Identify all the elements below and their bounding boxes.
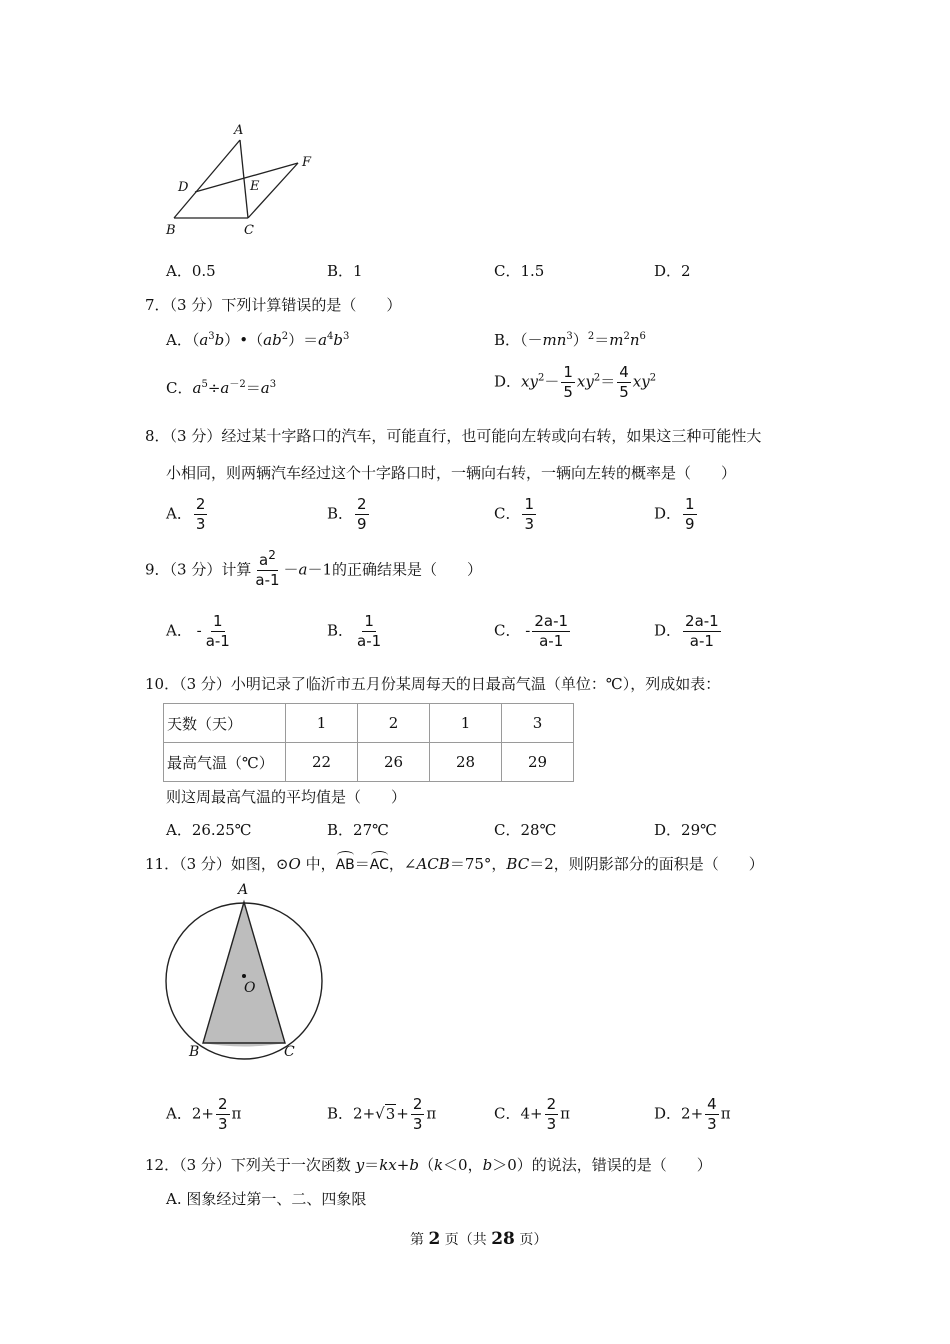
table-cell: 29 [502,743,574,782]
q7-option-b[interactable]: B．$(-mn^3)^2=m^2n^6$ [494,331,646,349]
q7-number: 7． [145,296,170,314]
table-cell: 2 [358,704,430,743]
q9-option-b-label: B． [327,621,354,640]
q10-temperature-table [163,703,574,782]
q10-follow-up: 则这周最高气温的平均值是（ ） [166,788,407,806]
footer-post: 页） [519,1232,548,1248]
q8-option-b-num: 2 [357,495,367,513]
table-header-temperature: 最高气温（℃） [164,743,286,782]
q9-option-c-num: 2a-1 [534,612,569,630]
q11-circle-figure [160,878,330,1063]
q6-label-c: C [244,223,254,238]
q11-option-c-pi: π [560,1104,571,1123]
q10-option-b[interactable]: B．27℃ [327,821,389,839]
table-header-days: 天数（天） [164,704,286,743]
q10-option-d[interactable]: D．29℃ [654,821,717,839]
q9-option-c-sign: - [525,621,531,640]
q8-option-b-den: 9 [357,515,367,533]
q11-option-b-pre: 2+ [353,1104,376,1123]
q11-number: 11． [145,855,180,873]
q11-option-a-label: A． [166,1104,192,1123]
q11-option-c-pre: 4+ [520,1104,543,1123]
q7-option-d[interactable]: D．$xy^2-$ $\frac{1}{5}$ $xy^2=$ $\frac{4}{5}$ $xy^2$ [494,363,657,401]
q11-option-a[interactable] [166,1097,241,1132]
q8-option-a-frac [194,497,208,532]
q11-label-c: C [284,1044,295,1060]
q9-score: （3 分） [169,560,222,579]
q9-stem: 9．（3 分）计算 $\frac{a^2}{a-1}$ －a－1的正确结果是（ ） [145,548,483,589]
q10-option-c[interactable]: C．28℃ [494,821,557,839]
q11-option-b[interactable]: B．2+√3+ $\frac{2}{3}$ π [327,1095,437,1133]
q11-center-point [242,974,246,978]
footer-pre: 第 [410,1232,424,1248]
q11-option-b-pi: π [426,1104,437,1123]
q11-option-d[interactable] [654,1097,731,1132]
q11-option-d-frac [705,1097,719,1132]
q11-option-c-frac [545,1097,559,1132]
table-cell: 3 [502,704,574,743]
q8-option-c-frac [522,497,536,532]
q8-option-d-label: D． [654,504,682,523]
q12-option-a[interactable]: A. 图象经过第一、二、四象限 [166,1190,367,1208]
q11-option-d-pi: π [720,1104,731,1123]
q9-frac-num: a [259,551,269,569]
q10-text: 小明记录了临沂市五月份某周每天的日最高气温（单位：℃），列成如表： [230,675,721,693]
q11-stem: 11．（3 分）如图，⊙O 中，AB＝AC，∠ACB＝75°，BC＝2，则阴影部分的面积是（ ） [145,851,764,874]
q12-number: 12． [145,1156,180,1174]
q8-option-d[interactable] [654,497,699,532]
q9-option-a-den: a-1 [205,632,230,650]
q9-option-a-frac [204,614,232,649]
q6-figure [160,118,320,240]
q7-option-a[interactable]: A．$(a^3b)•(ab^2)=a^4b^3$ [166,331,350,349]
q8-option-d-num: 1 [685,495,695,513]
q8-stem-line1: 8．（3 分）经过某十字路口的汽车，可能直行，也可能向左转或向右转，如果这三种可能性大 [145,427,762,445]
q11-label-b: B [189,1044,200,1060]
q8-option-d-frac [683,497,697,532]
q12-score: （3 分） [179,1156,231,1174]
q11-option-d-num: 4 [707,1095,717,1113]
q9-frac-den: a-1 [255,571,280,589]
q11-option-d-label: D． [654,1104,682,1123]
q9-option-b-num: 1 [364,612,374,630]
q8-option-c[interactable] [494,497,538,532]
table-cell: 1 [286,704,358,743]
q7-option-c[interactable]: C．$a^5\div a^{-2}=a^3$ [166,379,277,397]
q9-option-d-den: a-1 [689,632,714,650]
q8-option-c-den: 3 [524,515,535,533]
q9-option-a-label: A． [166,621,192,640]
q9-option-c-frac [532,614,570,649]
table-row [164,743,574,782]
q6-option-a[interactable]: A．0.5 [166,262,216,280]
q11-option-c-label: C． [494,1104,521,1123]
q6-segment-ab [174,140,240,218]
q9-option-b[interactable] [327,614,385,649]
q9-option-c-label: C． [494,621,521,640]
q9-option-d-num: 2a-1 [685,612,719,630]
q9-option-c[interactable] [494,614,572,649]
q9-option-d[interactable] [654,614,723,649]
q8-option-a-num: 2 [195,495,206,513]
q11-option-b-label: B． [327,1104,354,1123]
q11-option-b-den: 3 [412,1115,423,1133]
q8-option-b[interactable] [327,497,371,532]
q11-option-d-den: 3 [707,1115,717,1133]
q8-option-b-frac [355,497,369,532]
q10-option-a[interactable]: A．26.25℃ [166,821,252,839]
q11-option-c-den: 3 [546,1115,557,1133]
q8-stem-line2: 小相同，则两辆汽车经过这个十字路口时，一辆向右转，一辆向左转的概率是（ ） [166,464,737,482]
table-row [164,704,574,743]
q11-option-b-frac [411,1097,425,1132]
q9-expression-frac [253,548,281,589]
q11-option-a-den: 3 [217,1115,228,1133]
q6-label-f: F [302,155,312,170]
table-cell: 26 [358,743,430,782]
q6-segment-df [195,163,298,192]
q9-option-a-sign: - [196,621,202,640]
table-cell: 28 [430,743,502,782]
footer-total-pages: 28 [491,1229,515,1249]
q6-option-c[interactable]: C．1.5 [494,262,545,280]
q11-option-a-num: 2 [217,1095,228,1113]
q7-stem [145,294,401,315]
q11-label-o: O [244,980,256,996]
q9-prefix: 计算 [221,560,252,579]
q11-option-c-num: 2 [546,1095,557,1113]
q8-option-a-den: 3 [195,515,206,533]
footer-page-number: 2 [428,1229,441,1249]
q11-label-a: A [238,882,249,898]
q11-option-d-pre: 2+ [681,1104,704,1123]
q12-stem: 12．（3 分）下列关于一次函数 y＝kx+b（k＜0，b＞0）的说法，错误的是（ ） [145,1156,712,1174]
table-cell: 1 [430,704,502,743]
q6-label-e: E [250,179,260,194]
q11-option-b-num: 2 [412,1095,423,1113]
q11-option-a-pi: π [231,1104,242,1123]
q9-suffix: 的正确结果是（ ） [332,560,483,579]
q11-option-a-pre: 2+ [191,1104,214,1123]
q11-option-b-root: 3 [385,1104,396,1123]
q6-label-b: B [166,223,176,238]
q9-option-d-frac [683,614,721,649]
q10-stem [145,673,720,694]
q9-option-c-den: a-1 [539,632,564,650]
q8-option-b-label: B． [327,504,354,523]
q7-frac-four-fifths: $\frac{4}{5}$ [619,363,629,401]
q6-label-d: D [178,180,189,195]
q10-number: 10． [145,675,180,693]
q9-option-d-label: D． [654,621,682,640]
q9-option-b-den: a-1 [357,632,382,650]
q11-option-a-frac [216,1097,230,1132]
q9-number: 9． [145,560,170,579]
q11-score: （3 分） [179,855,231,873]
q7-frac-one-fifth: $\frac{1}{5}$ [563,363,573,401]
q9-option-a-num: 1 [213,612,223,630]
q7-score: （3 分） [169,296,222,314]
q6-option-d[interactable]: D．2 [654,262,691,280]
q6-label-a: A [234,123,244,138]
q11-option-b-mid: + [396,1104,409,1123]
q8-option-c-label: C． [494,504,521,523]
page-footer [410,1229,547,1249]
footer-mid: 页（共 [444,1232,487,1248]
q9-frac-exp: 2 [268,548,276,562]
q8-option-a[interactable] [166,497,209,532]
q7-text: 下列计算错误的是（ ） [221,296,402,314]
q8-option-c-num: 1 [524,495,535,513]
q9-option-a[interactable] [166,614,234,649]
q6-option-b[interactable]: B．1 [327,262,363,280]
q8-option-d-den: 9 [685,515,695,533]
q9-option-b-frac [355,614,383,649]
q11-option-c[interactable] [494,1097,570,1132]
table-cell: 22 [286,743,358,782]
q8-option-a-label: A． [166,504,192,523]
q10-score: （3 分） [179,675,231,693]
